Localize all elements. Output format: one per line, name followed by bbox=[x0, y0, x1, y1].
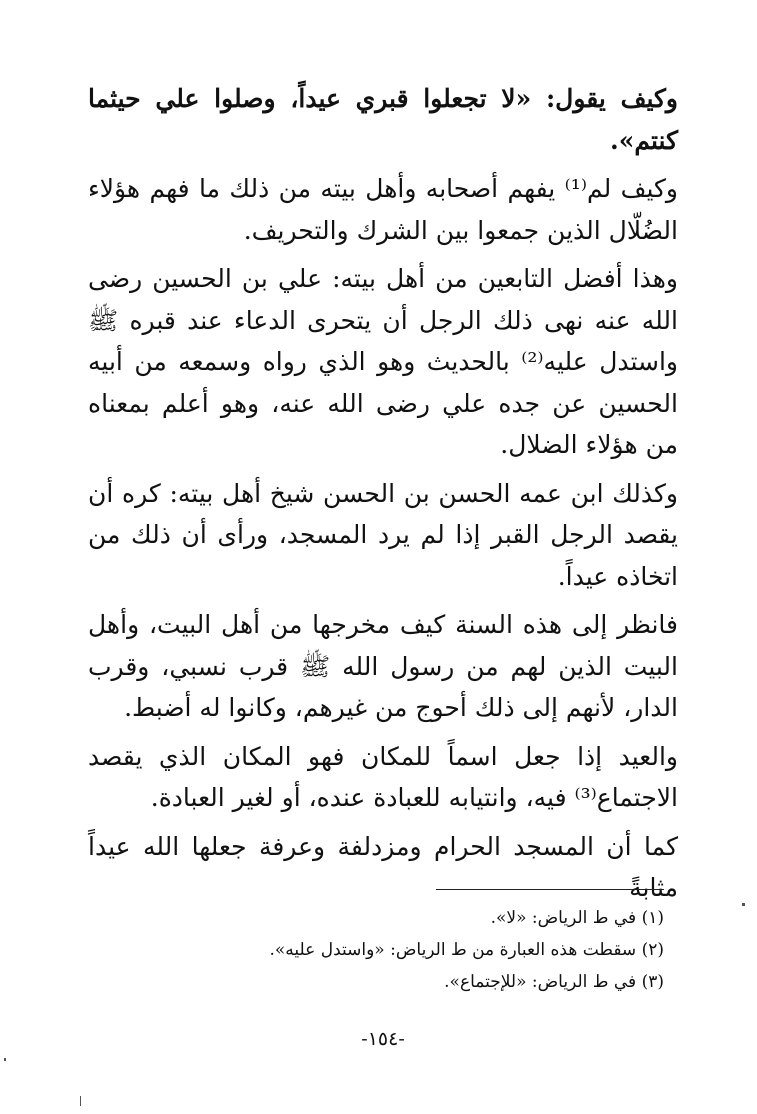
paragraph-4: وكذلك ابن عمه الحسن بن الحسن شيخ أهل بيته: كره أن يقصد الرجل القبر إذا لم يرد المسجد، ورأى أن ذلك من اتخاذه عيداً. bbox=[88, 478, 678, 591]
book-page bbox=[88, 78, 678, 1078]
main-text bbox=[88, 78, 678, 902]
paragraph-2: وكيف لم⁽¹⁾ يفهم أصحابه وأهل بيته من ذلك ما فهم هؤلاء الضُلّال الذين جمعوا بين الشرك والتحريف. bbox=[88, 174, 678, 245]
paragraph-7: كما أن المسجد الحرام ومزدلفة وعرفة جعلها الله عيداً مثابةً bbox=[88, 831, 678, 902]
paragraph-6: والعيد إذا جعل اسماً للمكان فهو المكان الذي يقصد الاجتماع⁽³⁾ فيه، وانتيابه للعبادة عنده، أو لغير العبادة. bbox=[88, 741, 678, 812]
paragraph-3: وهذا أفضل التابعين من أهل بيته: علي بن الحسين رضى الله عنه نهى ذلك الرجل أن يتحرى الدعاء عند قبره ﷺ واستدل عليه⁽²⁾ بالحديث وهو الذي رواه وسمعه من أبيه الحسين عن جده علي رضى الله عنه، وهو أعلم بمعناه من هؤلاء الضلال. bbox=[88, 264, 678, 459]
footnote-2: (٢) سقطت هذه العبارة من ط الرياض: «واستدل عليه». bbox=[269, 940, 664, 960]
paragraph-5: فانظر إلى هذه السنة كيف مخرجها من أهل البيت، وأهل البيت الذين لهم من رسول الله ﷺ قرب نسبي، وقرب الدار، لأنهم إلى ذلك أحوج من غيرهم، وكانوا له أضبط. bbox=[88, 610, 678, 722]
scan-speck bbox=[742, 903, 745, 906]
footnotes bbox=[104, 902, 664, 998]
footnote-divider bbox=[436, 889, 664, 890]
paragraph-1: وكيف يقول: «لا تجعلوا قبري عيداً، وصلوا علي حيثما كنتم». bbox=[88, 84, 678, 155]
scan-speck bbox=[4, 1058, 6, 1061]
footnote-3: (٣) في ط الرياض: «للإجتماع». bbox=[444, 972, 664, 992]
footnote-1: (١) في ط الرياض: «لا». bbox=[490, 908, 664, 928]
page-number: -١٥٤- bbox=[361, 1028, 405, 1050]
scan-speck bbox=[80, 1096, 81, 1106]
